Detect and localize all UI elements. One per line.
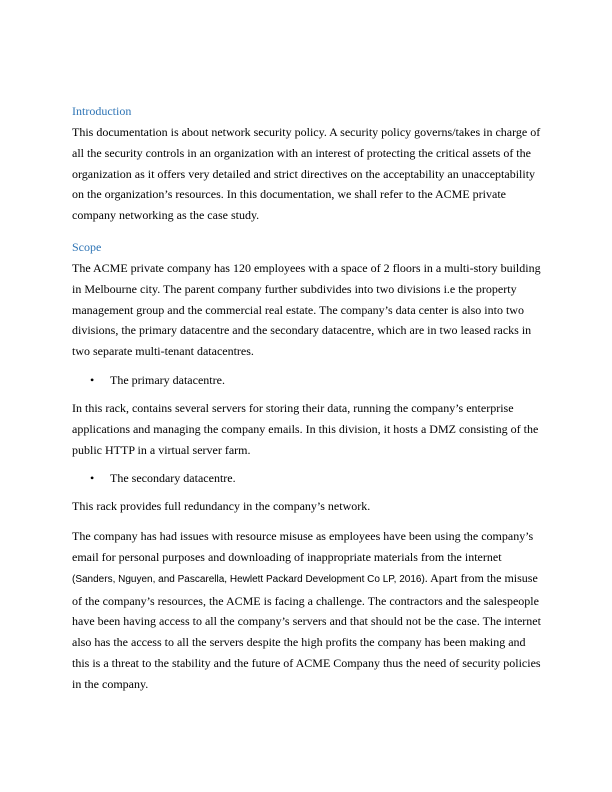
bullet-text-primary: The primary datacentre. — [110, 372, 225, 387]
bullet-item-primary — [90, 371, 542, 389]
citation: (Sanders, Nguyen, and Pascarella, Hewlett Packard Development Co LP, 2016) — [72, 573, 425, 585]
scope-heading: Scope — [72, 239, 102, 254]
scope-paragraph-1: The ACME private company has 120 employees with a space of 2 floors in a multi-story building in Melbourne city. The parent company further subdivides into two divisions i.e the property management group and the commercial real estate. The company’s data center is also into two divisions, the primary datacentre and the secondary datacentre, which are in two leased racks in two separate multi-tenant datacentres. — [72, 260, 541, 359]
document-page — [72, 102, 542, 704]
scope-paragraph-4 — [72, 526, 542, 694]
introduction-heading: Introduction — [72, 104, 132, 118]
scope-paragraph-4-start: The company has had issues with resource misuse as employees have been using the company’s email for personal purposes and downloading of inappropriate materials from the internet — [72, 529, 534, 564]
bullet-dot-icon: • — [90, 471, 95, 486]
bullet-item-secondary — [90, 469, 542, 487]
bullet-dot-icon: • — [90, 372, 95, 387]
bullet-text-secondary: The secondary datacentre. — [110, 471, 236, 486]
scope-paragraph-3: This rack provides full redundancy in the company’s network. — [72, 499, 371, 514]
scope-paragraph-4-end: . Apart from the misuse of the company’s resources, the ACME is facing a challenge. The contractors and the salespeople have been having access to all the company’s servers and that should not be the case. The internet also has the access to all the servers despite the high profits the company has been making and this is a threat to the stability and the future of ACME Company thus the need of security policies in the company. — [72, 570, 541, 691]
scope-paragraph-2: In this rack, contains several servers for storing their data, running the company’s enterprise applications and managing the company emails. In this division, it hosts a DMZ consisting of the public HTTP in a virtual server farm. — [72, 400, 539, 457]
introduction-paragraph: This documentation is about network security policy. A security policy governs/takes in charge of all the security controls in an organization with an interest of protecting the critical assets of the organization as it offers very detailed and strict directives on the acceptability an unacceptability on the organization’s resources. In this documentation, we shall refer to the ACME private company networking as the case study. — [72, 125, 541, 223]
